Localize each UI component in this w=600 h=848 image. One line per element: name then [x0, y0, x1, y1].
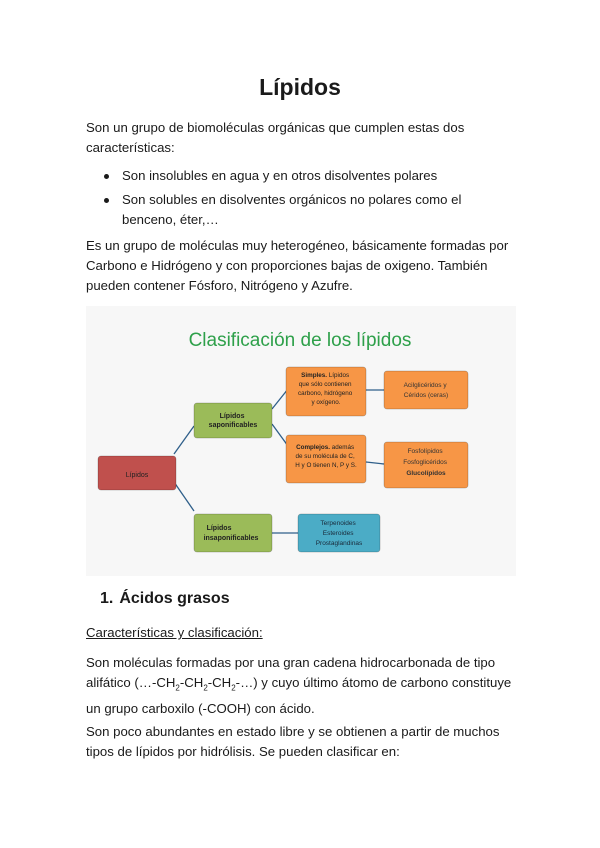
bullet-icon [104, 174, 109, 179]
list-item-text: Son insolubles en agua y en otros disolventes polares [122, 168, 438, 183]
label-line: insaponificables [203, 535, 259, 542]
node-insaponificables [194, 514, 272, 552]
label-line: que sólo contienen [298, 381, 352, 388]
subheading: Características y clasificación: [86, 625, 263, 640]
diagram-title: Clasificación de los lípidos [188, 330, 412, 351]
subscript: 2 [203, 683, 208, 693]
connector-root-insap [174, 482, 194, 511]
composition-paragraph: Es un grupo de moléculas muy heterogéneo, básicamente formadas por Carbono e Hidrógeno y con proporciones bajas de oxigeno. También pueden contener Fósforo, Nitrógeno y Azufre. [86, 238, 509, 293]
fatty-acid-definition-paragraph [86, 653, 516, 719]
list-item-text: Son solubles en disolventes orgánicos no polares como el benceno, éter,… [122, 192, 462, 227]
label-bold: Complejos. [296, 444, 331, 451]
label-line: Lípidos [328, 372, 350, 379]
subscript: 2 [231, 683, 236, 693]
lipid-classification-diagram [86, 306, 516, 576]
node-root-label: Lípidos [125, 472, 149, 479]
label-line: Prostaglandinas [315, 540, 363, 547]
label-line: Céridos (ceras) [403, 392, 449, 399]
label-line: H y O tienen N, P y S. [295, 462, 357, 469]
text-run: -CH [207, 675, 232, 690]
label-line: carbono, hidrógeno [297, 390, 353, 397]
label-line: Fosfolípidos [407, 448, 443, 455]
page-title: Lípidos [259, 74, 341, 100]
label-line: de su molécula de C, [295, 453, 355, 460]
section-heading-acidos-grasos [100, 590, 230, 608]
intro-paragraph: Son un grupo de biomoléculas orgánicas que cumplen estas dos características: [86, 120, 465, 155]
list-item [86, 166, 516, 186]
diagram-svg [86, 306, 516, 576]
label-line: y oxígeno. [311, 399, 341, 406]
text-run: Son moléculas formadas por una gran cadena hidrocarbonada de tipo alifático (…-CH [86, 655, 496, 690]
connector-root-sap [174, 426, 194, 454]
label-line: saponificables [208, 422, 258, 429]
label-line: Glucolípidos [406, 470, 446, 477]
label-line: además [331, 444, 355, 451]
node-complejos-label [295, 444, 357, 469]
list-item [86, 190, 516, 230]
node-complejos-output-label [403, 448, 449, 477]
label-line: Fosfoglicéridos [403, 459, 447, 466]
label-line: Lípidos [206, 525, 232, 532]
hydrolysis-paragraph: Son poco abundantes en estado libre y se obtienen a partir de muchos tipos de lípidos por hidrólisis. Se pueden clasificar en: [86, 724, 500, 759]
label-line: Lípidos [219, 413, 245, 420]
subscript: 2 [175, 683, 180, 693]
characteristics-list [86, 166, 516, 234]
text-run: -…) y cuyo último átomo de carbono constituye un grupo carboxilo (-COOH) con ácido. [86, 675, 512, 716]
label-bold: Simples. [301, 372, 328, 379]
section-number: 1. [100, 590, 114, 607]
label-line: Terpenoides [320, 520, 356, 527]
text-run: -CH [179, 675, 204, 690]
bullet-icon [104, 198, 109, 203]
connector-complejos-out [366, 462, 384, 464]
section-title: Ácidos grasos [119, 590, 230, 607]
node-simples-output [384, 371, 468, 409]
label-line: Acilglicéridos y [403, 382, 447, 389]
label-line: Esteroides [322, 530, 354, 537]
node-saponificables [194, 403, 272, 438]
